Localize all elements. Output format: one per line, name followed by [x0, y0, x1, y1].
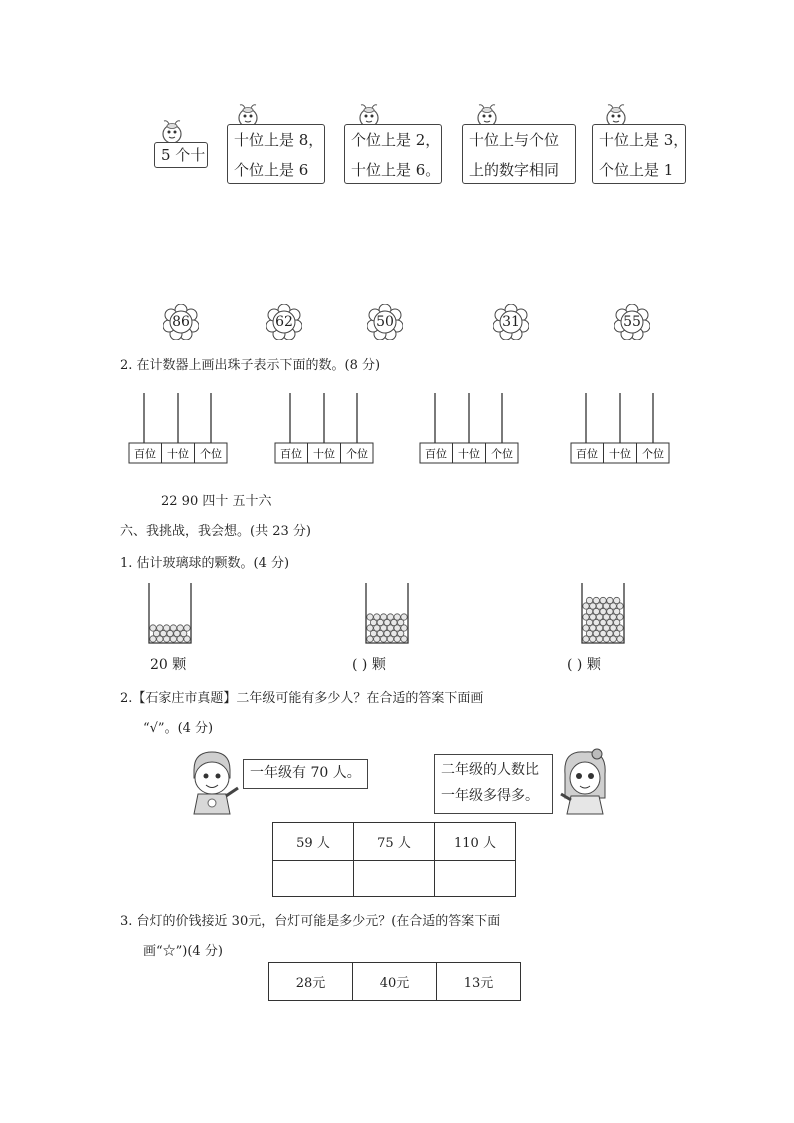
- abacus-counter[interactable]: [570, 393, 670, 465]
- number-flower: [493, 304, 529, 340]
- option-59: 59 人: [273, 823, 354, 861]
- abacus-place-label: 个位: [491, 447, 513, 461]
- abacus-place-label: 百位: [134, 447, 156, 461]
- section-6-title: 六、我挑战，我会想。(共 23 分): [120, 524, 311, 539]
- clue-line: 上的数字相同: [469, 161, 560, 179]
- flower-number: 62: [275, 314, 293, 330]
- question-6-2-title: 2.【石家庄市真题】二年级可能有多少人？在合适的答案下面画: [120, 691, 484, 706]
- glass-ball: [394, 614, 400, 620]
- glass-ball: [586, 597, 592, 603]
- flower-number: 86: [172, 314, 190, 330]
- jar-answer-3: ( ) 颗: [567, 657, 601, 673]
- glass-ball: [163, 625, 169, 631]
- clue-card-5: [592, 124, 689, 184]
- clue-card-3: [344, 124, 442, 184]
- grade2-options-table: [272, 822, 516, 897]
- bee-icon: [161, 120, 183, 144]
- number-flower: [367, 304, 403, 340]
- option-40: 40元: [353, 963, 437, 1001]
- question-2-title: 2. 在计数器上画出珠子表示下面的数。(8 分): [120, 358, 381, 373]
- girl-speech-bubble: [434, 754, 553, 814]
- option-28: 28元: [269, 963, 353, 1001]
- girl-speech-line: 二年级的人数比: [441, 762, 539, 778]
- lamp-price-table: [268, 962, 521, 1001]
- glass-ball: [184, 625, 190, 631]
- option-75: 75 人: [354, 823, 435, 861]
- number-flower: [266, 304, 302, 340]
- jar-answer-2: ( ) 颗: [352, 657, 386, 673]
- jar-answer-1: 20 颗: [150, 657, 187, 673]
- glass-ball: [401, 614, 407, 620]
- clue-line: 十位上是 3，: [599, 131, 689, 149]
- abacus-numbers: 22 90 四十 五十六: [161, 494, 272, 509]
- option-13: 13元: [437, 963, 521, 1001]
- glass-ball: [157, 625, 163, 631]
- glass-ball: [177, 625, 183, 631]
- abacus-place-label: 个位: [346, 447, 368, 461]
- abacus-place-label: 百位: [425, 447, 447, 461]
- glass-ball: [380, 614, 386, 620]
- jar-half-balls: [365, 582, 409, 644]
- question-6-1-title: 1. 估计玻璃球的颗数。(4 分): [120, 556, 290, 571]
- clue-line: 十位上与个位: [469, 131, 560, 149]
- abacus-place-label: 百位: [280, 447, 302, 461]
- clue-line: 十位上是 8，: [234, 131, 324, 149]
- abacus-place-label: 十位: [458, 447, 480, 461]
- abacus-counter[interactable]: [419, 393, 519, 465]
- question-6-3-title: 3. 台灯的价钱接近 30元，台灯可能是多少元？(在合适的答案下面: [120, 914, 501, 929]
- flower-number: 55: [623, 314, 641, 330]
- answer-cell[interactable]: [273, 861, 354, 897]
- boy-speech: 一年级有 70 人。: [250, 765, 361, 781]
- question-6-2-title-cont: “√”。(4 分): [143, 721, 214, 736]
- boy-speech-bubble: [243, 759, 368, 789]
- clue-card-2: [227, 124, 325, 184]
- abacus-place-label: 十位: [313, 447, 335, 461]
- answer-cell[interactable]: [354, 861, 435, 897]
- jar-20-balls: [148, 582, 192, 644]
- abacus-place-label: 百位: [576, 447, 598, 461]
- boy-illustration: [186, 748, 242, 816]
- glass-ball: [600, 597, 606, 603]
- glass-ball: [387, 614, 393, 620]
- abacus-place-label: 个位: [200, 447, 222, 461]
- option-110: 110 人: [435, 823, 516, 861]
- clue-line: 5 个十: [161, 146, 206, 164]
- glass-ball: [593, 597, 599, 603]
- glass-ball: [170, 625, 176, 631]
- glass-ball: [150, 625, 156, 631]
- flower-number: 50: [376, 314, 394, 330]
- girl-speech-line: 一年级多得多。: [441, 788, 539, 804]
- clue-line: 个位上是 2，: [351, 131, 441, 149]
- jar-full-balls: [581, 582, 625, 644]
- clue-card-1: [154, 142, 208, 168]
- abacus-counter[interactable]: [128, 393, 228, 465]
- answer-cell[interactable]: [435, 861, 516, 897]
- clue-line: 个位上是 1: [599, 161, 674, 179]
- glass-ball: [374, 614, 380, 620]
- abacus-place-label: 个位: [642, 447, 664, 461]
- number-flower: [163, 304, 199, 340]
- girl-illustration: [557, 748, 613, 816]
- flower-number: 31: [502, 314, 520, 330]
- abacus-counter[interactable]: [274, 393, 374, 465]
- glass-ball: [367, 614, 373, 620]
- number-flower: [614, 304, 650, 340]
- question-6-3-title-cont: 画“☆”)(4 分): [143, 944, 223, 959]
- clue-line: 十位上是 6。: [351, 161, 441, 179]
- clue-line: 个位上是 6: [234, 161, 309, 179]
- abacus-place-label: 十位: [167, 447, 189, 461]
- abacus-place-label: 十位: [609, 447, 631, 461]
- glass-ball: [614, 597, 620, 603]
- glass-ball: [607, 597, 613, 603]
- clue-card-4: [462, 124, 576, 184]
